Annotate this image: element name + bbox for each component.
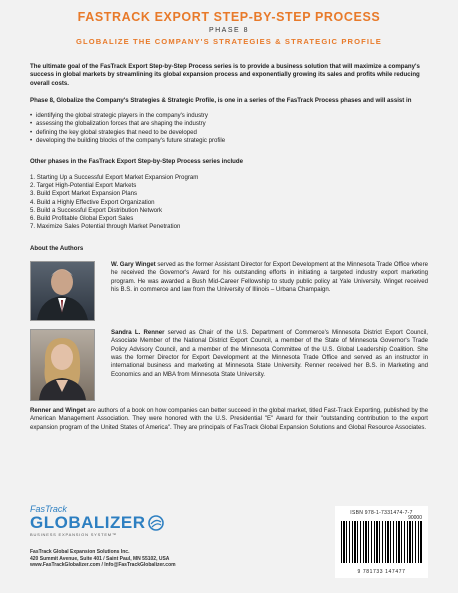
closing-text: are authors of a book on how companies can better succeed in the global market, titled Fast-Track Exporting, published by the American Management Association. They were honored with the U.S. Presidential "E" Award for their "outstanding contribution to the export expansion program of the United States of America". They are principals of FasTrack Global Expansion Solutions and Global Resource Associates. — [30, 407, 429, 431]
author-renner — [30, 329, 428, 401]
list-item: 1. Starting Up a Successful Export Market Expansion Program — [30, 173, 199, 181]
page-subtitle: GLOBALIZE THE COMPANY'S STRATEGIES & STRATEGIC PROFILE — [76, 37, 382, 46]
globe-icon — [148, 515, 164, 531]
author-name: Sandra L. Renner — [111, 329, 165, 337]
list-item: • defining the key global strategies that need to be developed — [30, 129, 428, 137]
author-winget — [30, 261, 428, 321]
list-item: • assessing the globalization forces that are shaping the industry — [30, 120, 428, 128]
author-bio — [111, 329, 428, 401]
isbn-label: ISBN 978-1-7331474-7-7 — [350, 510, 413, 516]
author-name: W. Gary Winget — [111, 261, 156, 269]
main-content — [0, 63, 458, 432]
phases-list — [30, 174, 428, 232]
logo-tagline: BUSINESS EXPANSION SYSTEM™ — [30, 532, 117, 537]
phase-intro-paragraph: Phase 8, Globalize the Company's Strategies & Strategic Profile, is one in a series of the FasTrack Process phases and will assist in — [30, 96, 412, 104]
other-phases-heading: Other phases in the FasTrack Export Step-by-Step Process series include — [30, 158, 244, 166]
phase-label: PHASE 8 — [208, 27, 250, 34]
list-item: 3. Build Export Market Expansion Plans — [30, 190, 138, 198]
author-bio — [111, 261, 428, 321]
footer — [30, 504, 428, 586]
barcode-digits: 9 781733 147477 — [357, 569, 406, 575]
list-item: 4. Build a Highly Effective Export Organization — [30, 198, 155, 206]
header — [0, 0, 458, 46]
list-item: 2. Target High-Potential Export Markets — [30, 181, 137, 189]
author-bio-text: served as the former Assistant Director for Export Development at the Minnesota Trade Office where he received the Governor's Award for his outstanding efforts in initiating a targeted industry export marketing program. He was awarded a Bush Mid-Career Fellowship to study public policy at Yale University. Winget received his B.S. in commerce and law from the University of Illinois – Urbana Champaign. — [111, 261, 428, 293]
logo-line2: GLOBALIZER — [30, 513, 146, 532]
author-photo — [30, 329, 95, 401]
author-photo — [30, 261, 95, 321]
list-item: 6. Build Profitable Global Export Sales — [30, 215, 134, 223]
barcode-bars — [341, 521, 422, 563]
list-item: 5. Build a Successful Export Distribution Network — [30, 206, 163, 214]
list-item: • identifying the global strategic players in the company's industry — [30, 112, 428, 120]
benefit-list — [30, 112, 428, 145]
author-bio-text: served as Chair of the U.S. Department of Commerce's Minnesota District Export Council, Associate Member of the National District Export Council, a member of the State of Minnesota Governor's Trade Policy Advisory Council, and a member of the Minnesota Committee of the U.S. Global Leadership Coalition. She was the former Director for Export Development at the Minnesota Trade Office and served as an instructor in international business and marketing at Minnesota State University. Renner received her B.S. in Marketing and Economics and an MBA from Minnesota State University. — [111, 329, 428, 378]
page-title: FASTRACK EXPORT STEP-BY-STEP PROCESS — [77, 10, 381, 24]
company-contact: www.FasTrackGlobalizer.com / Info@FasTrackGlobalizer.com — [30, 562, 176, 568]
logo-line1: FasTrack — [30, 504, 67, 514]
isbn-barcode — [335, 506, 428, 578]
portrait-image — [31, 262, 94, 320]
closing-paragraph — [30, 407, 428, 432]
company-address: 420 Summit Avenue, Suite 401 / Saint Paul, MN 55102, USA — [30, 555, 170, 562]
portrait-image — [31, 330, 94, 400]
price-code: 90000 — [408, 515, 422, 521]
list-item: • developing the building blocks of the company's future strategic profile — [30, 137, 428, 145]
about-heading: About the Authors — [30, 244, 84, 252]
company-name: FasTrack Global Expansion Solutions Inc. — [30, 549, 130, 555]
list-item: 7. Maximize Sales Potential through Market Penetration — [30, 223, 181, 231]
intro-paragraph: The ultimate goal of the FasTrack Export Step-by-Step Process series is to provide a business solution that will maximize a company's success in global markets by streamlining its global expansion process and exponentially growing its sales and profits while reducing overall costs. — [30, 63, 420, 87]
closing-names: Renner and Winget — [30, 407, 86, 415]
